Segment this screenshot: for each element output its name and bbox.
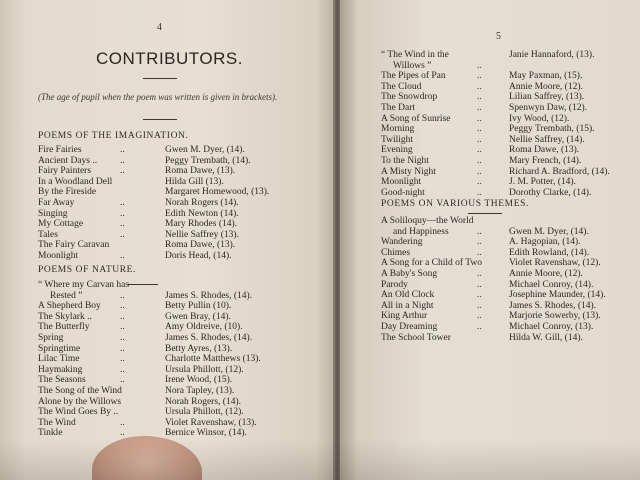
contributor-name: Irene Wood, (15). (165, 375, 233, 386)
leader-dots: .. (477, 81, 482, 92)
leader-dots: .. (120, 145, 125, 155)
leader-dots: .. (120, 208, 125, 219)
leader-dots: .. (477, 237, 482, 248)
various-divider (468, 213, 502, 214)
list-item (381, 177, 636, 188)
leader-dots: .. (120, 229, 125, 240)
list-item (381, 280, 636, 291)
leader-dots: .. (477, 226, 482, 237)
poem-title: Singing (38, 208, 68, 219)
contributor-name: Betty Pullin (10). (165, 301, 232, 312)
nature-list (38, 280, 328, 439)
list-item (38, 322, 328, 333)
section-heading-imagination: POEMS OF THE IMAGINATION. (38, 131, 189, 141)
list-item (381, 333, 636, 344)
contributor-name: Mary Rhodes (14). (165, 219, 238, 230)
poem-title: By the Fireside (38, 187, 97, 198)
leader-dots: .. (477, 177, 482, 188)
list-item (381, 61, 636, 72)
poem-title: A Soliloquy—the World (381, 216, 474, 226)
list-item (38, 219, 328, 230)
contributor-name: May Paxman, (15). (509, 71, 583, 82)
contributor-name: Edith Rowland, (14). (509, 247, 590, 258)
list-item (38, 251, 328, 262)
list-item (381, 269, 636, 280)
list-item (38, 177, 328, 188)
note-divider (143, 119, 177, 120)
list-item (38, 397, 328, 408)
leader-dots: .. (120, 343, 125, 354)
leader-dots: .. (477, 145, 482, 156)
poem-title: “ Where my Carvan has (38, 280, 130, 290)
poem-title: The Song of the Wind (38, 385, 122, 396)
poem-title: The Cloud (381, 81, 422, 92)
right-page (340, 0, 640, 480)
poem-title: Chimes (381, 247, 411, 258)
list-item (38, 344, 328, 355)
poem-title: The Skylark .. (38, 311, 92, 322)
list-item (38, 145, 328, 156)
contributor-name: J. M. Potter, (14). (509, 177, 576, 188)
poem-title: Twilight (381, 134, 414, 145)
poem-title: Morning (381, 124, 415, 135)
contributor-name: Roma Dawe, (13). (165, 166, 236, 177)
contributor-name: Michael Conroy, (14). (509, 279, 594, 290)
leader-dots: .. (477, 321, 482, 332)
poem-title: The Wind (38, 417, 76, 428)
poem-title: To the Night (381, 155, 429, 166)
leader-dots: .. (477, 134, 482, 145)
contributor-name: A. Hagopian, (14). (509, 237, 581, 248)
poem-title: Willows ” (393, 60, 432, 71)
leader-dots: .. (477, 187, 482, 198)
poem-title: The Wind Goes By .. (38, 407, 119, 418)
poem-title: Lilac Time (38, 354, 80, 365)
list-item (38, 187, 328, 198)
list-item (38, 240, 328, 251)
poem-title: A Song for a Child of Two (381, 258, 483, 269)
list-item (381, 188, 636, 199)
contributor-name: Michael Conroy, (13). (509, 321, 594, 332)
poem-title: A Song of Sunrise (381, 113, 451, 124)
poem-title: A Baby's Song (381, 268, 438, 279)
poem-title: Spring (38, 332, 64, 343)
poem-title: The Dart (381, 102, 416, 113)
leader-dots: .. (120, 364, 125, 375)
leader-dots: .. (477, 247, 482, 258)
poem-title: The Fairy Caravan (38, 240, 110, 251)
contributor-name: Mary French, (14). (509, 155, 582, 166)
leader-dots: .. (477, 92, 482, 103)
thumb-photo (92, 436, 202, 480)
contributor-name: Hilda Gill (13). (165, 176, 224, 187)
list-item (38, 428, 328, 439)
leader-dots: .. (477, 71, 482, 82)
list-item (38, 386, 328, 397)
leader-dots: .. (477, 300, 482, 311)
contributor-name: Annie Moore, (12). (509, 81, 583, 92)
poem-title: and Happiness (393, 226, 449, 237)
poem-title: Parody (381, 279, 408, 290)
poem-title: All in a Night (381, 300, 434, 311)
poem-title: Tinkle (38, 428, 63, 439)
poem-title: An Old Clock (381, 290, 435, 301)
leader-dots: .. (477, 113, 482, 124)
contributor-name: Josephine Maunder, (14). (509, 290, 606, 301)
poem-title: Tales (38, 229, 58, 240)
list-item (38, 280, 328, 291)
list-item (381, 301, 636, 312)
contributor-name: Spenwyn Daw, (12). (509, 102, 588, 113)
list-item (381, 248, 636, 259)
list-item (38, 301, 328, 312)
continued-list (381, 50, 636, 198)
poem-title: Springtime (38, 343, 81, 354)
poem-title: A Misty Night (381, 166, 436, 177)
poem-title: Fire Fairies (38, 145, 82, 155)
poem-title: Ancient Days .. (38, 155, 98, 166)
contributor-name: James S. Rhodes, (14). (165, 290, 253, 301)
contributor-name: Norah Rogers, (14). (165, 396, 241, 407)
age-note: (The age of pupil when the poem was written is given in brackets). (38, 92, 278, 102)
contributor-name: Marjorie Sowerby, (13). (509, 311, 601, 322)
leader-dots: .. (120, 219, 125, 230)
poem-title: Far Away (38, 197, 75, 208)
list-item (381, 71, 636, 82)
contributor-name: Gwen Bray, (14). (165, 311, 231, 322)
poem-title: In a Woodland Dell (38, 176, 113, 187)
leader-dots: .. (477, 166, 482, 177)
list-item (381, 145, 636, 156)
contributor-name: Violet Ravenshaw, (13). (165, 417, 257, 428)
contributor-name: Nellie Saffrey (13). (165, 229, 239, 240)
contributor-name: Ivy Wood, (12). (509, 113, 570, 124)
list-item (381, 82, 636, 93)
list-item (38, 365, 328, 376)
list-item (381, 290, 636, 301)
contributor-name: James S. Rhodes, (14). (509, 300, 597, 311)
poem-title: Fairy Painters (38, 166, 92, 177)
imagination-list (38, 145, 328, 262)
list-item (38, 375, 328, 386)
list-item (381, 311, 636, 322)
page-number-left: 4 (157, 22, 162, 33)
list-item (381, 227, 636, 238)
poem-title: Good-night (381, 187, 425, 198)
contributor-name: Annie Moore, (12). (509, 268, 583, 279)
contributor-name: Nellie Saffrey, (14). (509, 134, 585, 145)
poem-title: Alone by the Willows (38, 396, 122, 407)
contributor-name: Amy Oldreive, (10). (165, 322, 243, 333)
poem-title: Moonlight (38, 250, 79, 261)
leader-dots: .. (477, 268, 482, 279)
leader-dots: .. (120, 375, 125, 386)
leader-dots: .. (477, 124, 482, 135)
leader-dots: .. (120, 428, 125, 439)
contributor-name: Roma Dawe, (13). (165, 240, 236, 251)
list-item (38, 354, 328, 365)
list-item (381, 216, 636, 227)
leader-dots: .. (120, 166, 125, 177)
leader-dots: .. (477, 311, 482, 322)
leader-dots: .. (477, 279, 482, 290)
list-item (38, 166, 328, 177)
list-item (381, 258, 636, 269)
contributor-name: Violet Ravenshaw, (12). (509, 258, 601, 269)
contributor-name: Lilian Saffrey, (13). (509, 92, 585, 103)
section-heading-various: POEMS ON VARIOUS THEMES. (381, 199, 529, 209)
section-heading-nature: POEMS OF NATURE. (38, 265, 137, 275)
leader-dots: .. (477, 290, 482, 301)
contributor-name: Dorothy Clarke, (14). (509, 187, 592, 198)
leader-dots: .. (120, 311, 125, 322)
list-item (38, 291, 328, 302)
contributor-name: James S. Rhodes, (14). (165, 332, 253, 343)
poem-title: Evening (381, 145, 413, 156)
various-list (381, 216, 636, 343)
list-item (38, 418, 328, 429)
contributor-name: Hilda W. Gill, (14). (509, 332, 583, 343)
poem-title: The Seasons (38, 375, 86, 386)
list-item (381, 103, 636, 114)
contributor-name: Peggy Trembath, (14). (165, 155, 251, 166)
contributor-name: Ursula Phillott, (12). (165, 364, 244, 375)
list-item (381, 92, 636, 103)
leader-dots: .. (120, 332, 125, 343)
poem-title: Haymaking (38, 364, 83, 375)
poem-title: Day Dreaming (381, 321, 438, 332)
contributor-name: Doris Head, (14). (165, 250, 232, 261)
poem-title: “ The Wind in the (381, 50, 449, 60)
contributor-name: Bernice Winsor, (14). (165, 428, 247, 439)
leader-dots: .. (120, 417, 125, 428)
leader-dots: .. (120, 354, 125, 365)
contributor-name: Janie Hannaford, (13). (509, 50, 595, 60)
leader-dots: .. (120, 250, 125, 261)
contributor-name: Norah Rogers (14). (165, 197, 239, 208)
leader-dots: .. (120, 301, 125, 312)
list-item (38, 198, 328, 209)
list-item (381, 50, 636, 61)
contributor-name: Peggy Trembath, (15). (509, 124, 595, 135)
list-item (381, 156, 636, 167)
poem-title: The Snowdrop (381, 92, 438, 103)
page-title: CONTRIBUTORS. (96, 49, 243, 68)
contributor-name: Gwen M. Dyer, (14). (165, 145, 245, 155)
leader-dots: .. (477, 60, 482, 71)
list-item (381, 167, 636, 178)
leader-dots: .. (120, 290, 125, 301)
list-item (38, 333, 328, 344)
leader-dots: .. (477, 102, 482, 113)
poem-title: The Pipes of Pan (381, 71, 446, 82)
list-item (38, 407, 328, 418)
poem-title: Moonlight (381, 177, 422, 188)
leader-dots: .. (477, 155, 482, 166)
contributor-name: Edith Newton (14). (165, 208, 239, 219)
contributor-name: Richard A. Bradford, (14). (509, 166, 610, 177)
contributor-name: Charlotte Matthews (13). (165, 354, 261, 365)
poem-title: Rested ” (50, 290, 83, 301)
contributor-name: Margaret Homewood, (13). (165, 187, 270, 198)
title-divider (143, 78, 177, 79)
list-item (38, 209, 328, 220)
list-item (381, 237, 636, 248)
contributor-name: Nora Tapley, (13). (165, 385, 235, 396)
leader-dots: .. (120, 322, 125, 333)
poem-title: King Arthur (381, 311, 428, 322)
contributor-name: Betty Ayres, (13). (165, 343, 233, 354)
page-number-right: 5 (496, 31, 501, 42)
poem-title: The Butterfly (38, 322, 90, 333)
list-item (381, 322, 636, 333)
leader-dots: .. (120, 155, 125, 166)
contributor-name: Ursula Phillott, (12). (165, 407, 244, 418)
list-item (38, 312, 328, 323)
poem-title: My Cottage (38, 219, 84, 230)
leader-dots: .. (120, 197, 125, 208)
list-item (38, 156, 328, 167)
list-item (38, 230, 328, 241)
poem-title: The School Tower (381, 332, 451, 343)
list-item (381, 135, 636, 146)
poem-title: A Shepherd Boy (38, 301, 101, 312)
list-item (381, 114, 636, 125)
contributor-name: Roma Dawe, (13). (509, 145, 580, 156)
list-item (381, 124, 636, 135)
contributor-name: Gwen M. Dyer, (14). (509, 226, 589, 237)
poem-title: Wandering (381, 237, 423, 248)
